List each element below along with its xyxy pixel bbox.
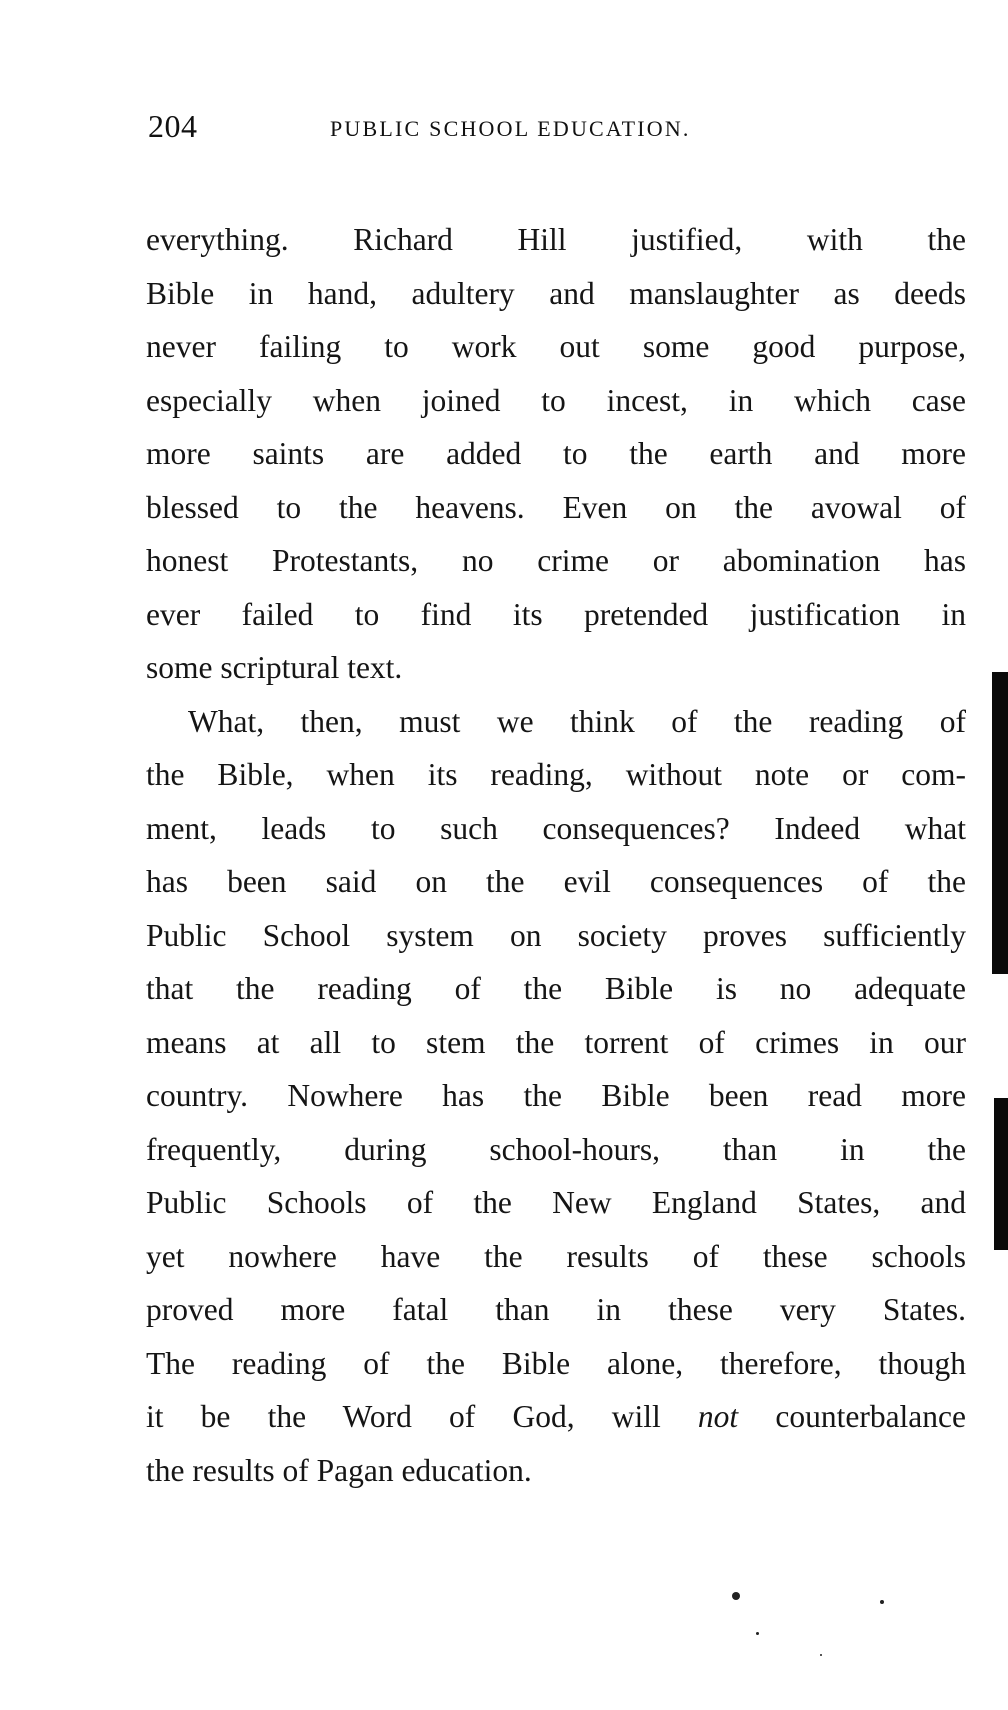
text-line: more saints are added to the earth and more <box>146 436 966 471</box>
scan-speck <box>732 1592 740 1600</box>
text-line: honest Protestants, no crime or abomination has <box>146 543 966 578</box>
text-line: Public Schools of the New England States, and <box>146 1185 966 1220</box>
text-line: the results of Pagan education. <box>146 1452 532 1488</box>
text-line: country. Nowhere has the Bible been read more <box>146 1078 966 1113</box>
text-line: The reading of the Bible alone, therefore, though <box>146 1345 966 1381</box>
page-number: 204 <box>148 108 198 144</box>
text-line: the Bible, when its reading, without note or com- <box>146 757 966 792</box>
scan-edge-mark <box>994 1098 1008 1250</box>
text-line: especially when joined to incest, in which case <box>146 382 966 418</box>
text-line: means at all to stem the torrent of crimes in our <box>146 1024 966 1060</box>
scan-edge-mark <box>992 672 1008 974</box>
text-line: that the reading of the Bible is no adequate <box>146 971 966 1006</box>
scan-speck <box>820 1654 822 1656</box>
text-line: never failing to work out some good purpose, <box>146 329 966 364</box>
text-line: frequently, during school-hours, than in the <box>146 1131 966 1167</box>
text-line: Bible in hand, adultery and manslaughter as deeds <box>146 275 966 311</box>
text-line: ever failed to find its pretended justification in <box>146 596 966 632</box>
running-head: PUBLIC SCHOOL EDUCATION. <box>330 116 691 141</box>
text-line: ment, leads to such consequences? Indeed what <box>146 810 966 846</box>
page-header <box>138 108 788 152</box>
text-line <box>146 1390 966 1444</box>
text-line: What, then, must we think of the reading of <box>188 703 966 739</box>
text-segment: counterbalance <box>775 1399 966 1434</box>
text-line: some scriptural text. <box>146 650 403 685</box>
scan-speck <box>756 1632 759 1635</box>
body-text <box>146 213 966 1497</box>
text-line: Public School system on society proves sufficiently <box>146 917 966 953</box>
text-line: proved more fatal than in these very States. <box>146 1292 966 1327</box>
scan-speck <box>880 1600 884 1604</box>
text-line: yet nowhere have the results of these schools <box>146 1238 966 1274</box>
italic-word: not <box>697 1399 739 1434</box>
text-segment: it be the Word of God, will <box>146 1399 661 1434</box>
text-line: blessed to the heavens. Even on the avowal of <box>146 489 966 525</box>
text-line: has been said on the evil consequences of the <box>146 864 966 899</box>
text-line: everything. Richard Hill justified, with the <box>146 222 966 257</box>
